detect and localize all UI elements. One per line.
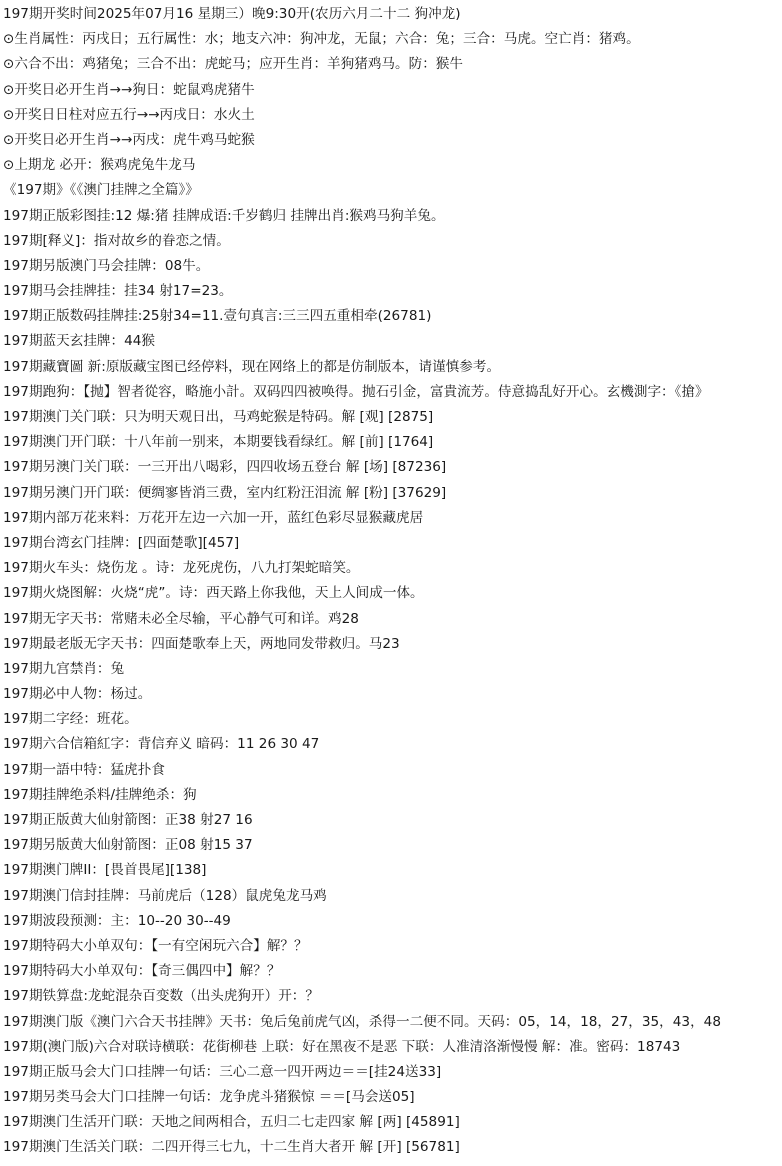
text-line-21: 197期内部万花来料：万花开左边一六加一开，蓝红色彩尽显猴藏虎居 xyxy=(3,509,424,526)
text-line-24: 197期火烧图解：火烧“虎”。诗：西天路上你我他，天上人间成一体。 xyxy=(3,585,424,602)
text-line-28: 197期必中人物：杨过。 xyxy=(3,686,152,703)
text-line-6: ⊙开奖日必开生肖→→丙戌：虎牛鸡马蛇猴 xyxy=(3,131,255,148)
text-line-15: 197期藏寶圖 新:原版藏宝图已经停料，现在网络上的都是仿制版本，请谨慎参考。 xyxy=(3,358,501,375)
text-line-4: ⊙开奖日必开生肖→→狗日：蛇鼠鸡虎猪牛 xyxy=(3,81,255,98)
text-line-2: ⊙生肖属性：丙戌日；五行属性：水；地支六冲：狗冲龙，无鼠；六合：兔；三合：马虎。空亡肖：猪鸡。 xyxy=(3,31,640,48)
text-line-25: 197期无字天书：常赌未必全尽输，平心静气可和详。鸡28 xyxy=(3,610,359,627)
text-line-31: 197期一語中特：猛虎扑食 xyxy=(3,761,165,778)
text-line-13: 197期正版数码挂牌挂:25射34=11.壹句真言:三三四五重相牵(26781) xyxy=(3,308,432,325)
text-line-30: 197期六合信箱紅字：背信弃义 暗码：11 26 30 47 xyxy=(3,736,320,753)
text-line-33: 197期正版黄大仙射箭图：正38 射27 16 xyxy=(3,812,253,828)
text-line-37: 197期波段预测：主：10--20 30--49 xyxy=(3,912,231,929)
text-line-14: 197期蓝天玄挂牌：44猴 xyxy=(3,333,155,350)
text-line-35: 197期澳门牌II：[畏首畏尾][138] xyxy=(3,862,207,879)
text-line-27: 197期九宫禁肖：兔 xyxy=(3,660,125,677)
text-line-16: 197期跑狗：【抛】智者從容，略施小計。双码四四被唤得。抛石引金，富貴流芳。侍意捣乱好开心。玄機測字：《搶》 xyxy=(3,383,709,400)
text-line-19: 197期另澳门关门联：一三开出八喝彩，四四收场五登台 解 [场] [87236] xyxy=(3,459,447,476)
text-line-7: ⊙上期龙 必开：猴鸡虎兔牛龙马 xyxy=(3,157,196,174)
text-line-38: 197期特码大小单双句：【一有空闲玩六合】解？？ xyxy=(3,937,308,954)
text-line-29: 197期二字经：班花。 xyxy=(3,711,138,728)
text-line-23: 197期火车头：烧伤龙 。诗：龙死虎伤，八九打架蛇暗笑。 xyxy=(3,560,360,577)
text-line-20: 197期另澳门开门联：便绸寥皆消三费，室内红粉汪泪流 解 [粉] [37629] xyxy=(3,484,447,501)
text-line-12: 197期马会挂牌挂：挂34 射17=23。 xyxy=(3,283,233,300)
text-line-1: 197期开奖时间2025年07月16 星期三）晚9:30开(农历六月二十二 狗冲龙) xyxy=(3,6,461,22)
text-line-8: 《197期》《《澳门挂牌之全篇》》 xyxy=(3,182,199,199)
text-line-26: 197期最老版无字天书：四面楚歌奉上天，两地同发带救归。马23 xyxy=(3,635,400,652)
text-line-40: 197期铁算盘:龙蛇混杂百变数（出头虎狗开）开：？ xyxy=(3,988,319,1005)
text-line-10: 197期[释义]：指对故乡的眷恋之情。 xyxy=(3,232,230,249)
text-line-5: ⊙开奖日日柱对应五行→→丙戌日：水火土 xyxy=(3,106,255,123)
text-line-17: 197期澳门关门联：只为明天观日出，马鸡蛇猴是特码。解 [观] [2875] xyxy=(3,409,434,425)
text-line-43: 197期正版马会大门口挂牌一句话：三心二意一四开两边＝＝[挂24送33] xyxy=(3,1063,442,1080)
text-line-36: 197期澳门信封挂牌：马前虎后（128）鼠虎兔龙马鸡 xyxy=(3,887,327,904)
text-line-34: 197期另版黄大仙射箭图：正08 射15 37 xyxy=(3,837,253,854)
text-line-11: 197期另版澳门马会挂牌：08牛。 xyxy=(3,257,210,274)
text-line-18: 197期澳门开门联：十八年前一别来，本期要钱看绿红。解 [前] [1764] xyxy=(3,434,434,451)
text-line-39: 197期特码大小单双句：【奇三偶四中】解？？ xyxy=(3,963,281,980)
text-line-42: 197期(澳门版)六合对联诗横联：花街柳巷 上联：好在黑夜不是恶 下联：人准清洛渐慢慢 解：准。密码：18743 xyxy=(3,1038,681,1055)
text-line-46: 197期澳门生活关门联：二四开得三七九，十二生肖大者开 解 [开] [56781] xyxy=(3,1139,460,1156)
text-line-41: 197期澳门版《澳门六合天书挂牌》天书：兔后兔前虎气凶，杀得一二便不同。天码：05，14，18，27，35，43，48 xyxy=(3,1013,721,1030)
text-line-45: 197期澳门生活开门联：天地之间两相合，五归二七走四家 解 [两] [45891] xyxy=(3,1114,460,1131)
text-line-22: 197期台湾玄门挂牌：[四面楚歌][457] xyxy=(3,534,240,551)
text-line-44: 197期另类马会大门口挂牌一句话：龙争虎斗猪猴惊 ＝＝[马会送05] xyxy=(3,1089,415,1106)
text-line-32: 197期挂牌绝杀料/挂牌绝杀：狗 xyxy=(3,786,197,803)
text-line-9: 197期正版彩图挂:12 爆:猪 挂牌成语:千岁鹤归 挂牌出肖:猴鸡马狗羊兔。 xyxy=(3,207,445,224)
text-line-3: ⊙六合不出：鸡猪兔；三合不出：虎蛇马；应开生肖：羊狗猪鸡马。防：猴牛 xyxy=(3,56,463,73)
